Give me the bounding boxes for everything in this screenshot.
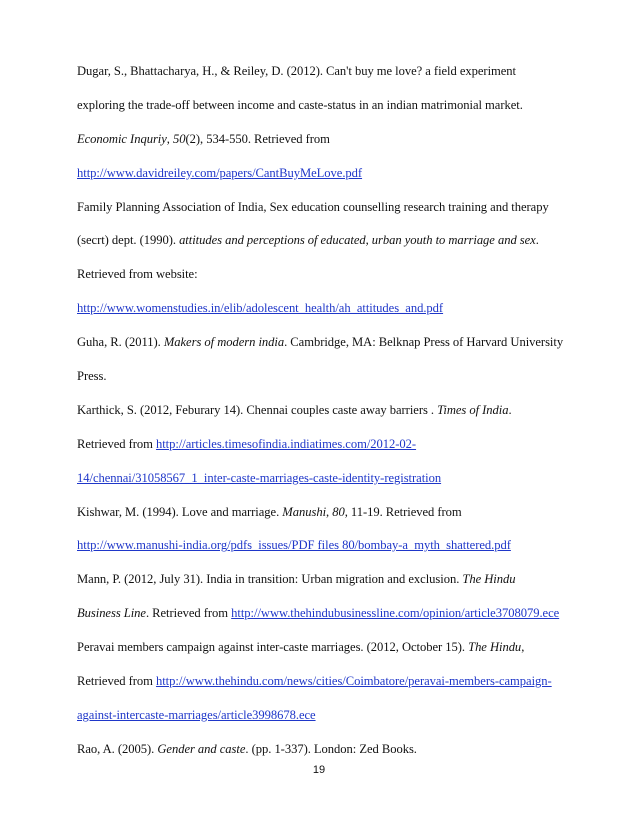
reference-line [77,471,577,485]
reference-text: , 11-19. Retrieved from [344,504,462,519]
reference-line [77,437,577,451]
reference-link[interactable]: http://www.womenstudies.in/elib/adolescent_health/ah_attitudes_and.pdf [77,301,444,316]
reference-italic-text: Business Line [77,606,146,621]
reference-text: . (pp. 1-337). London: Zed Books. [245,741,417,756]
reference-text: Retrieved from [77,674,156,689]
reference-link[interactable]: http://www.davidreiley.com/papers/CantBuyMeLove.pdf [77,165,363,180]
reference-entry [77,742,577,756]
reference-line [77,301,577,315]
reference-line [77,64,577,78]
reference-italic-text: Times of India [437,402,509,417]
reference-line [77,708,577,722]
reference-entry [77,64,577,180]
reference-text: Retrieved from website: [77,267,198,282]
reference-italic-text: 80 [332,504,345,519]
reference-text: Mann, P. (2012, July 31). India in transition: Urban migration and exclusion. [77,572,463,587]
reference-line [77,369,577,383]
reference-line [77,742,577,756]
reference-line [77,98,577,112]
reference-line [77,166,577,180]
reference-line [77,267,577,281]
reference-text: , [166,131,173,146]
reference-italic-text: attitudes and perceptions of educated, urban youth to marriage and sex [179,233,536,248]
reference-entry [77,640,577,722]
reference-link[interactable]: http://www.manushi-india.org/pdfs_issues/PDF files 80/bombay-a_myth_shattered.pdf [77,538,511,553]
reference-link[interactable]: http://www.thehindubusinessline.com/opinion/article3708079.ece [231,606,560,621]
reference-line [77,200,577,214]
reference-text: (secrt) dept. (1990). [77,233,180,248]
reference-text: . [508,402,512,417]
reference-italic-text: Gender and caste [157,741,246,756]
reference-italic-text: Manushi [282,504,327,519]
reference-italic-text: The Hindu [468,640,522,655]
reference-entry [77,572,577,620]
reference-text: . [535,233,539,248]
reference-text: Retrieved from [77,436,156,451]
reference-italic-text: 50 [172,131,186,146]
reference-entry [77,200,577,316]
reference-line [77,538,577,552]
reference-line [77,606,577,620]
page-number: 19 [312,764,326,776]
reference-text: Kishwar, M. (1994). Love and marriage. [77,504,283,519]
reference-text: Peravai members campaign against inter-caste marriages. (2012, October 15). [77,640,469,655]
reference-italic-text: Makers of modern india [163,335,285,350]
reference-text: Guha, R. (2011). [77,335,164,350]
reference-text: Family Planning Association of India, Sex education counselling research training and therapy [77,199,549,214]
reference-italic-text: The Hindu [462,572,516,587]
reference-line [77,674,577,688]
reference-line [77,572,577,586]
reference-entry [77,335,577,383]
reference-link[interactable]: against-intercaste-marriages/article3998678.ece [77,707,316,722]
reference-line [77,132,577,146]
reference-line [77,505,577,519]
reference-text: Karthick, S. (2012, Feburary 14). Chennai couples caste away barriers . [77,402,438,417]
reference-line [77,640,577,654]
reference-text: Dugar, S., Bhattacharya, H., & Reiley, D. (2012). Can't buy me love? a field experiment [77,64,517,78]
reference-line [77,403,577,417]
reference-text: (2), 534-550. Retrieved from [185,131,330,146]
reference-entry [77,403,577,485]
reference-text: Rao, A. (2005). [77,741,158,756]
reference-text: , [326,504,333,519]
reference-text: exploring the trade-off between income and caste-status in an indian matrimonial market. [77,97,523,112]
reference-line [77,335,577,349]
reference-link[interactable]: http://www.thehindu.com/news/cities/Coimbatore/peravai-members-campaign- [155,674,552,689]
reference-entry [77,505,577,553]
reference-line [77,233,577,247]
reference-text: , [521,640,525,655]
reference-text: . Retrieved from [145,606,232,621]
reference-text: Press. [77,369,107,384]
reference-link[interactable]: 14/chennai/31058567_1_inter-caste-marriages-caste-identity-registration [77,470,442,485]
reference-list [77,64,577,776]
reference-italic-text: Economic Inquriy [77,131,167,146]
reference-link[interactable]: http://articles.timesofindia.indiatimes.com/2012-02- [155,436,417,451]
reference-text: . Cambridge, MA: Belknap Press of Harvard University [284,335,564,350]
